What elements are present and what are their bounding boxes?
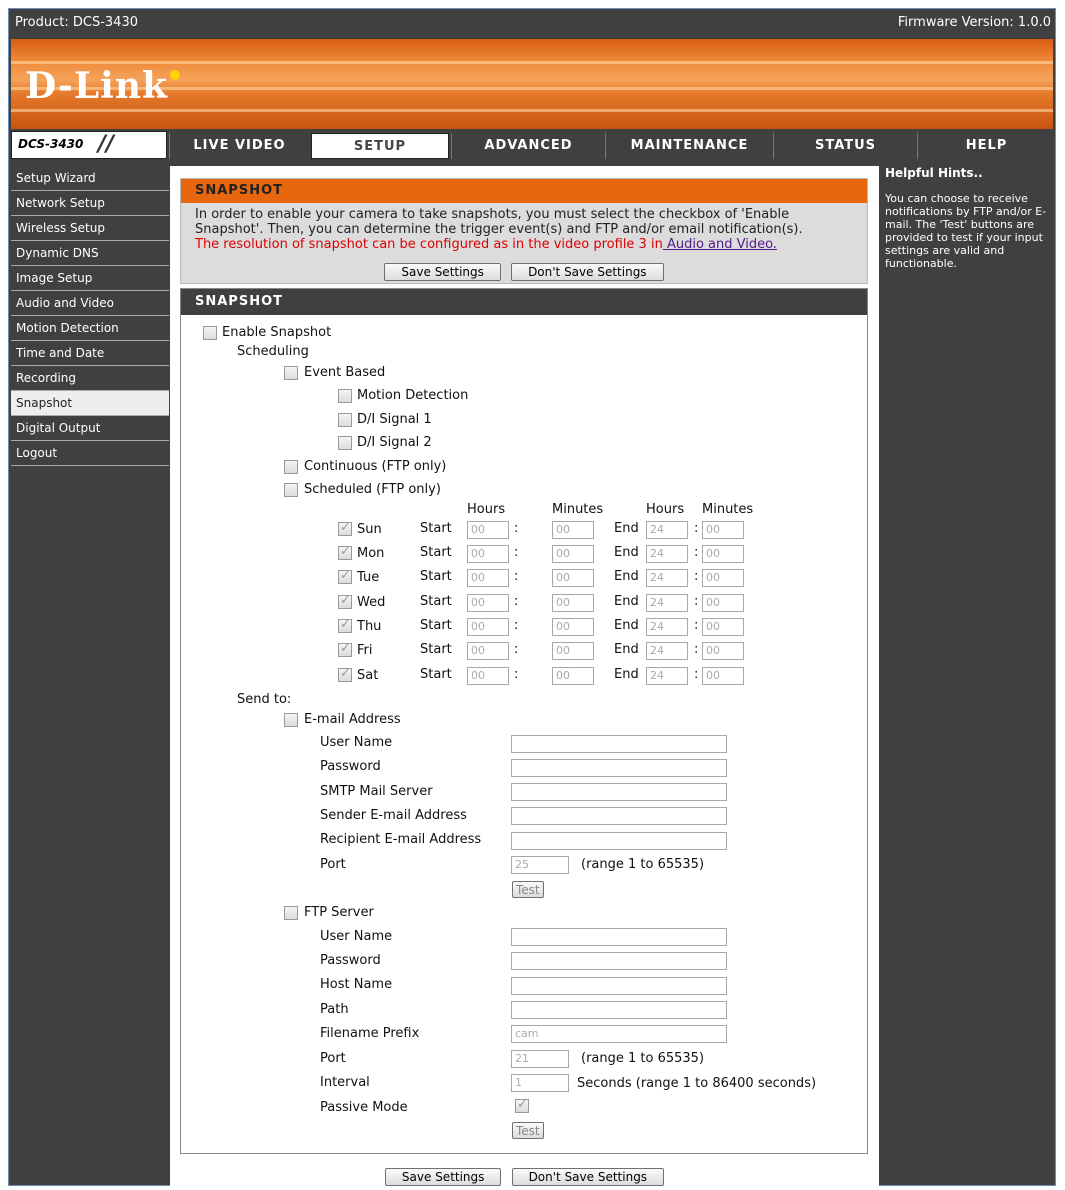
dont-save-settings-button-bottom[interactable]: Don't Save Settings (512, 1168, 665, 1186)
snapshot-title: SNAPSHOT (181, 289, 867, 315)
ftp-host-input[interactable] (511, 977, 727, 995)
continuous-checkbox[interactable] (284, 460, 298, 474)
firmware-label: Firmware Version: 1.0.0 (897, 15, 1051, 30)
di-signal-2-label: D/I Signal 2 (357, 435, 432, 450)
bottom-buttons (170, 1168, 879, 1186)
start-hour-input[interactable]: 00 (467, 521, 509, 539)
start-hour-input[interactable]: 00 (467, 618, 509, 636)
audio-video-link[interactable]: Audio and Video. (662, 237, 777, 252)
ftp-port-range: (range 1 to 65535) (581, 1051, 705, 1066)
thu-checkbox[interactable] (338, 619, 352, 633)
day-label: Fri (357, 643, 373, 658)
email-password-label: Password (320, 759, 381, 774)
hints-text: You can choose to receive notifications by FTP and/or E-mail. The 'Test' buttons are provided to test if your input settings are valid and functionable. (885, 192, 1047, 270)
di-signal-1-label: D/I Signal 1 (357, 412, 432, 427)
ftp-port-input[interactable]: 21 (511, 1050, 569, 1068)
smtp-server-input[interactable] (511, 783, 727, 801)
sidebar-item-dynamic-dns[interactable]: Dynamic DNS (11, 241, 169, 266)
passive-mode-checkbox[interactable] (515, 1099, 529, 1113)
end-minute-input[interactable]: 00 (702, 521, 744, 539)
email-port-range: (range 1 to 65535) (581, 857, 705, 872)
time-colon: : (694, 521, 699, 536)
start-hour-input[interactable]: 00 (467, 667, 509, 685)
ftp-password-input[interactable] (511, 952, 727, 970)
email-address-checkbox[interactable] (284, 713, 298, 727)
mon-checkbox[interactable] (338, 546, 352, 560)
email-address-label: E-mail Address (304, 712, 401, 727)
enable-snapshot-label: Enable Snapshot (222, 325, 332, 340)
tue-checkbox[interactable] (338, 570, 352, 584)
day-label: Sat (357, 668, 379, 683)
save-settings-button-top[interactable]: Save Settings (384, 263, 501, 281)
time-colon: : (694, 594, 699, 609)
interval-unit: Seconds (range 1 to 86400 seconds) (577, 1076, 817, 1091)
end-hour-input[interactable]: 24 (646, 667, 688, 685)
model-name: DCS-3430 (18, 137, 84, 151)
filename-prefix-input[interactable]: cam (511, 1025, 727, 1043)
time-colon: : (514, 545, 519, 560)
model-badge (11, 131, 167, 159)
snapshot-panel (180, 288, 868, 1154)
send-to-label: Send to: (237, 692, 292, 707)
start-minute-input[interactable]: 00 (552, 545, 594, 563)
info-resolution-note: The resolution of snapshot can be configured as in the video profile 3 in (195, 237, 663, 252)
tab-live-video[interactable]: LIVE VIDEO (169, 133, 309, 159)
model-slashes: // (98, 132, 115, 157)
recipient-email-input[interactable] (511, 832, 727, 850)
end-hour-input[interactable]: 24 (646, 521, 688, 539)
start-hours-header: Hours (467, 502, 506, 517)
di-signal-1-checkbox[interactable] (338, 413, 352, 427)
time-colon: : (694, 667, 699, 682)
ftp-user-input[interactable] (511, 928, 727, 946)
start-minute-input[interactable]: 00 (552, 521, 594, 539)
main-content (170, 166, 879, 1187)
ftp-path-input[interactable] (511, 1001, 727, 1019)
start-label: Start (420, 618, 452, 633)
end-minutes-header: Minutes (702, 502, 754, 517)
end-minute-input[interactable]: 00 (702, 642, 744, 660)
start-hour-input[interactable]: 00 (467, 545, 509, 563)
start-minute-input[interactable]: 00 (552, 642, 594, 660)
start-minute-input[interactable]: 00 (552, 618, 594, 636)
info-line-1: In order to enable your camera to take snapshots, you must select the checkbox of 'Enable (195, 207, 790, 222)
end-label: End (614, 545, 639, 560)
end-label: End (614, 569, 639, 584)
end-minute-input[interactable]: 00 (702, 618, 744, 636)
end-hour-input[interactable]: 24 (646, 569, 688, 587)
end-minute-input[interactable]: 00 (702, 569, 744, 587)
sidebar-item-digital-output[interactable]: Digital Output (11, 416, 169, 441)
end-label: End (614, 667, 639, 682)
interval-input[interactable]: 1 (511, 1074, 569, 1092)
ftp-path-label: Path (320, 1002, 349, 1017)
email-port-label: Port (320, 857, 346, 872)
start-hour-input[interactable]: 00 (467, 569, 509, 587)
sat-checkbox[interactable] (338, 668, 352, 682)
email-password-input[interactable] (511, 759, 727, 777)
time-colon: : (514, 642, 519, 657)
ftp-server-checkbox[interactable] (284, 906, 298, 920)
fri-checkbox[interactable] (338, 643, 352, 657)
scheduling-label: Scheduling (237, 344, 309, 359)
start-label: Start (420, 569, 452, 584)
dont-save-settings-button-top[interactable]: Don't Save Settings (511, 263, 664, 281)
email-test-button[interactable]: Test (512, 881, 544, 898)
save-settings-button-bottom[interactable]: Save Settings (385, 1168, 502, 1186)
end-minute-input[interactable]: 00 (702, 667, 744, 685)
tab-advanced[interactable]: ADVANCED (451, 133, 605, 159)
sidebar-item-network-setup[interactable]: Network Setup (11, 191, 169, 216)
end-hour-input[interactable]: 24 (646, 545, 688, 563)
sidebar-item-image-setup[interactable]: Image Setup (11, 266, 169, 291)
end-label: End (614, 618, 639, 633)
end-label: End (614, 521, 639, 536)
start-label: Start (420, 545, 452, 560)
sender-email-label: Sender E-mail Address (320, 808, 467, 823)
end-hours-header: Hours (646, 502, 685, 517)
interval-label: Interval (320, 1075, 370, 1090)
info-line-2: Snapshot'. Then, you can determine the trigger event(s) and FTP and/or email notification(s). (195, 222, 803, 237)
passive-mode-label: Passive Mode (320, 1100, 408, 1115)
day-label: Tue (357, 570, 380, 585)
banner (11, 39, 1053, 129)
end-hour-input[interactable]: 24 (646, 594, 688, 612)
day-label: Sun (357, 522, 382, 537)
info-panel (180, 178, 868, 284)
end-minute-input[interactable]: 00 (702, 545, 744, 563)
sender-email-input[interactable] (511, 807, 727, 825)
ftp-host-label: Host Name (320, 977, 393, 992)
time-colon: : (514, 521, 519, 536)
tab-help[interactable]: HELP (917, 133, 1055, 159)
scheduled-checkbox[interactable] (284, 483, 298, 497)
start-label: Start (420, 642, 452, 657)
day-label: Mon (357, 546, 385, 561)
top-bar (9, 9, 1055, 37)
continuous-label: Continuous (FTP only) (304, 459, 447, 474)
info-title: SNAPSHOT (181, 179, 867, 203)
sidebar-item-snapshot[interactable]: Snapshot (11, 391, 169, 416)
wed-checkbox[interactable] (338, 595, 352, 609)
start-label: Start (420, 594, 452, 609)
recipient-email-label: Recipient E-mail Address (320, 832, 482, 847)
tab-status[interactable]: STATUS (773, 133, 917, 159)
start-hour-input[interactable]: 00 (467, 594, 509, 612)
time-colon: : (514, 569, 519, 584)
product-label: Product: DCS-3430 (15, 15, 138, 30)
tab-maintenance[interactable]: MAINTENANCE (605, 133, 773, 159)
time-colon: : (694, 569, 699, 584)
sidebar-item-motion-detection[interactable]: Motion Detection (11, 316, 169, 341)
ftp-server-label: FTP Server (304, 905, 374, 920)
end-minute-input[interactable]: 00 (702, 594, 744, 612)
ftp-password-label: Password (320, 953, 381, 968)
start-minutes-header: Minutes (552, 502, 604, 517)
event-based-checkbox[interactable] (284, 366, 298, 380)
sidebar-item-logout[interactable]: Logout (11, 441, 169, 466)
time-colon: : (694, 545, 699, 560)
start-label: Start (420, 521, 452, 536)
sidebar-item-time-date[interactable]: Time and Date (11, 341, 169, 366)
start-hour-input[interactable]: 00 (467, 642, 509, 660)
smtp-server-label: SMTP Mail Server (320, 784, 433, 799)
tab-setup[interactable]: SETUP (311, 133, 449, 159)
sidebar-item-recording[interactable]: Recording (11, 366, 169, 391)
end-hour-input[interactable]: 24 (646, 618, 688, 636)
time-colon: : (514, 667, 519, 682)
ftp-port-label: Port (320, 1051, 346, 1066)
enable-snapshot-checkbox[interactable] (203, 326, 217, 340)
email-user-label: User Name (320, 735, 393, 750)
start-minute-input[interactable]: 00 (552, 594, 594, 612)
ftp-user-label: User Name (320, 929, 393, 944)
hints-title: Helpful Hints.. (885, 166, 983, 180)
day-label: Wed (357, 595, 386, 610)
ftp-test-button[interactable]: Test (512, 1122, 544, 1139)
start-minute-input[interactable]: 00 (552, 569, 594, 587)
event-based-label: Event Based (304, 365, 386, 380)
di-signal-2-checkbox[interactable] (338, 436, 352, 450)
start-label: Start (420, 667, 452, 682)
end-hour-input[interactable]: 24 (646, 642, 688, 660)
time-colon: : (514, 618, 519, 633)
page-frame (8, 8, 1056, 1186)
helpful-hints (881, 166, 1053, 270)
time-colon: : (694, 618, 699, 633)
filename-prefix-label: Filename Prefix (320, 1026, 420, 1041)
dlink-logo: D-Link (25, 65, 178, 107)
email-user-input[interactable] (511, 735, 727, 753)
email-port-input[interactable]: 25 (511, 856, 569, 874)
time-colon: : (514, 594, 519, 609)
end-label: End (614, 642, 639, 657)
sidebar (11, 166, 169, 466)
time-colon: : (694, 642, 699, 657)
end-label: End (614, 594, 639, 609)
scheduled-label: Scheduled (FTP only) (304, 482, 441, 497)
sidebar-item-audio-video[interactable]: Audio and Video (11, 291, 169, 316)
motion-detection-label: Motion Detection (357, 388, 469, 403)
start-minute-input[interactable]: 00 (552, 667, 594, 685)
motion-detection-checkbox[interactable] (338, 389, 352, 403)
sun-checkbox[interactable] (338, 522, 352, 536)
day-label: Thu (357, 619, 382, 634)
sidebar-item-setup-wizard[interactable]: Setup Wizard (11, 166, 169, 191)
sidebar-item-wireless-setup[interactable]: Wireless Setup (11, 216, 169, 241)
